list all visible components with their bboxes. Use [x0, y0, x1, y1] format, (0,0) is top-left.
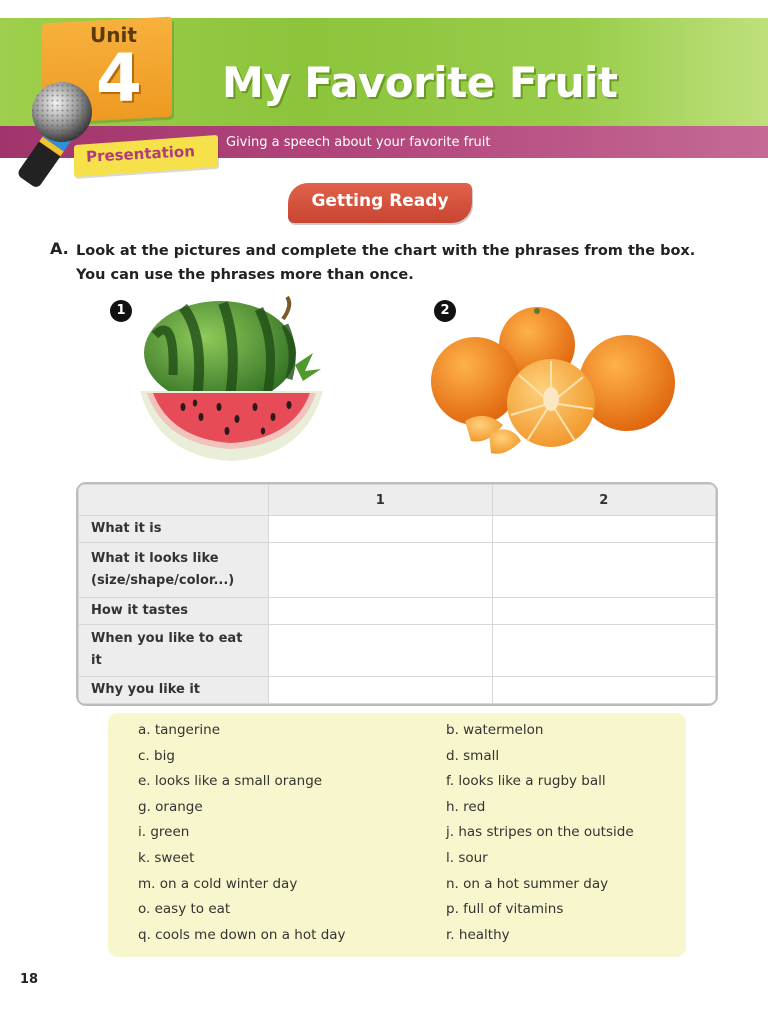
phrase-item: q. cools me down on a hot day	[138, 926, 346, 943]
chart-cell-2[interactable]	[492, 624, 716, 677]
phrase-item: g. orange	[138, 798, 203, 815]
instruction-letter: A.	[50, 239, 69, 258]
chart-cell-2[interactable]	[492, 542, 716, 597]
chart-row-label: What it is	[79, 516, 269, 543]
chart-cell-1[interactable]	[269, 597, 493, 624]
chart-cell-2[interactable]	[492, 677, 716, 704]
phrase-item: e. looks like a small orange	[138, 773, 323, 790]
phrase-item: j. has stripes on the outside	[446, 824, 634, 841]
watermelon-image	[135, 295, 330, 465]
phrase-item: r. healthy	[446, 926, 510, 943]
page-number: 18	[20, 972, 39, 987]
phrase-item: l. sour	[446, 850, 488, 866]
unit-label: Unit	[90, 23, 137, 47]
phrase-item: p. full of vitamins	[446, 901, 564, 918]
phrase-item: o. easy to eat	[138, 901, 231, 918]
phrase-item: i. green	[138, 824, 190, 841]
presentation-label: Presentation	[85, 142, 196, 166]
phrase-item: k. sweet	[138, 850, 195, 866]
instruction-text	[76, 239, 716, 287]
page-subtitle: Giving a speech about your favorite fruit	[226, 135, 491, 150]
tangerine-image	[425, 305, 680, 465]
section-label: Getting Ready	[311, 191, 449, 211]
chart-header-1: 1	[269, 485, 493, 516]
instruction-line-1: Look at the pictures and complete the chart with the phrases from the box.	[76, 243, 696, 259]
phrase-item: c. big	[138, 747, 175, 764]
page-title: My Favorite Fruit	[222, 58, 618, 107]
chart-cell-2[interactable]	[492, 597, 716, 624]
microphone-icon	[0, 78, 110, 198]
unit-number: 4	[96, 40, 142, 117]
picture-number-2: 2	[434, 300, 456, 322]
phrase-item: d. small	[446, 747, 500, 764]
completion-chart	[76, 482, 718, 706]
phrase-item: m. on a cold winter day	[138, 875, 298, 892]
chart-cell-1[interactable]	[269, 624, 493, 677]
chart-cell-1[interactable]	[269, 516, 493, 543]
chart-row-label: What it looks like (size/shape/color...)	[79, 542, 269, 597]
chart-header-label	[79, 485, 269, 516]
chart-cell-1[interactable]	[269, 542, 493, 597]
chart-cell-1[interactable]	[269, 677, 493, 704]
chart-row-label: How it tastes	[79, 597, 269, 624]
chart-cell-2[interactable]	[492, 516, 716, 543]
chart-row-label: When you like to eat it	[79, 624, 269, 677]
phrase-item: n. on a hot summer day	[446, 875, 609, 892]
phrase-item: b. watermelon	[446, 722, 544, 738]
phrase-item: h. red	[446, 798, 486, 815]
phrase-item: a. tangerine	[138, 722, 221, 738]
chart-row-label: Why you like it	[79, 677, 269, 704]
picture-number-1: 1	[110, 300, 132, 322]
phrase-item: f. looks like a rugby ball	[446, 773, 606, 790]
instruction-line-2: You can use the phrases more than once.	[76, 267, 414, 283]
chart-header-2: 2	[492, 485, 716, 516]
